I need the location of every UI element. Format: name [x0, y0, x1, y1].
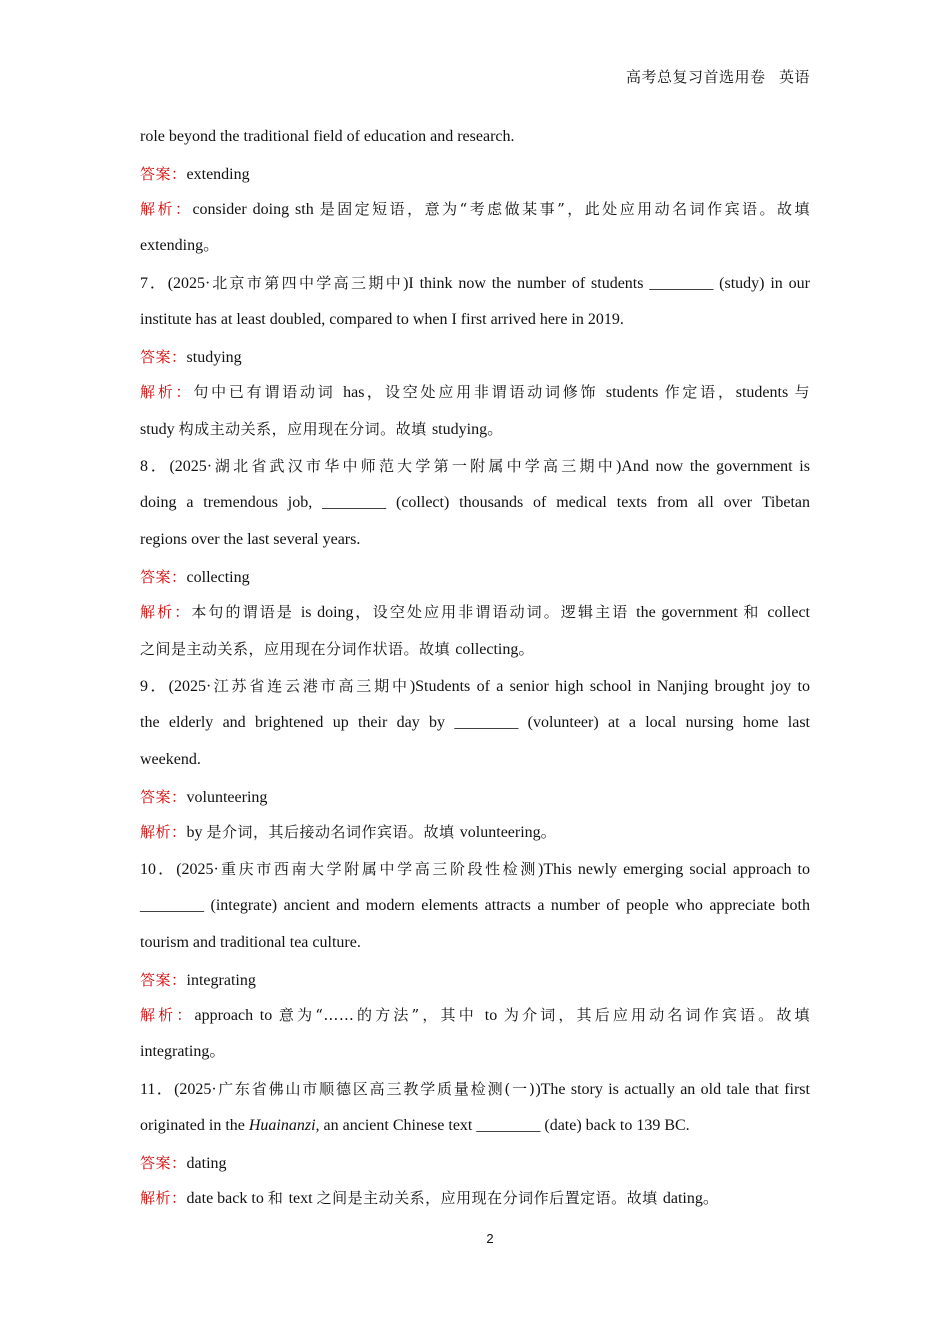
- header-subject: 英语: [778, 68, 810, 86]
- question-number: 7．(2025·: [140, 275, 211, 292]
- question-text: originated in the: [140, 1117, 249, 1134]
- question-text: ________ (integrate) ancient and modern elements attracts a number of people who appreciate both: [140, 897, 810, 914]
- question-line: [140, 451, 810, 488]
- question-line: [140, 305, 810, 342]
- answer-label: 答案：: [140, 788, 187, 806]
- analysis-label: 解析：: [140, 1189, 187, 1207]
- analysis-text: students: [605, 384, 665, 401]
- analysis-text: students: [735, 384, 795, 401]
- question-number: 11．(2025·: [140, 1081, 217, 1098]
- answer-text: integrating: [186, 972, 256, 989]
- analysis-text: date back to: [186, 1190, 268, 1207]
- analysis-text: dating。: [662, 1190, 719, 1207]
- answer-line: [140, 782, 810, 817]
- answer-label: 答案：: [140, 348, 187, 366]
- question-line: [140, 488, 810, 525]
- analysis-label: 解析：: [140, 200, 193, 218]
- analysis-text: the government: [636, 604, 744, 621]
- analysis-line: [140, 1037, 810, 1074]
- analysis-line: [140, 414, 810, 451]
- question-text: )I think now the number of students ________ (study) in our: [403, 275, 810, 292]
- answer-text: collecting: [186, 569, 250, 586]
- analysis-text: 为介词，其后应用动名词作宾语。故填: [503, 1006, 810, 1024]
- analysis-text: extending。: [140, 237, 220, 254]
- analysis-line: [140, 817, 810, 854]
- question-text: doing a tremendous job, ________ (collect) thousands of medical texts from all over Tibetan: [140, 494, 810, 511]
- book-title: Huainanzi,: [248, 1117, 320, 1134]
- question-number: 10．(2025·: [140, 861, 219, 878]
- answer-label: 答案：: [140, 568, 187, 586]
- analysis-text: to: [484, 1007, 504, 1024]
- analysis-text: 和: [267, 1189, 289, 1207]
- answer-label: 答案：: [140, 165, 187, 183]
- question-source: 湖北省武汉市华中师范大学第一附属中学高三期中: [212, 457, 616, 475]
- question-source: 重庆市西南大学附属中学高三阶段性检测: [218, 860, 539, 878]
- document-body: [140, 122, 810, 1220]
- analysis-text: 构成主动关系，应用现在分词。故填: [178, 420, 432, 438]
- question-text: regions over the last several years.: [140, 531, 361, 548]
- analysis-text: approach to: [194, 1007, 279, 1024]
- answer-text: extending: [186, 166, 250, 183]
- answer-text: dating: [186, 1155, 227, 1172]
- analysis-text: integrating。: [140, 1043, 226, 1060]
- answer-line: [140, 342, 810, 377]
- analysis-label: 解析：: [140, 383, 194, 401]
- page-number: 2: [486, 1231, 494, 1246]
- question-line: [140, 1111, 810, 1148]
- question-text: weekend.: [140, 751, 201, 768]
- analysis-text: studying。: [431, 421, 504, 438]
- question-text: institute has at least doubled, compared to when I first arrived here in 2019.: [140, 311, 624, 328]
- answer-line: [140, 159, 810, 194]
- analysis-text: text: [288, 1190, 317, 1207]
- question-line: [140, 891, 810, 928]
- analysis-line: [140, 231, 810, 268]
- analysis-text: has，: [343, 384, 385, 401]
- answer-line: [140, 562, 810, 597]
- answer-label: 答案：: [140, 971, 187, 989]
- analysis-text: 设空处应用非谓语动词修饰: [385, 383, 606, 401]
- question-number: 8．(2025·: [140, 458, 213, 475]
- question-number: 9．(2025·: [140, 678, 212, 695]
- question-line: [140, 928, 810, 965]
- answer-line: [140, 965, 810, 1000]
- page-header: [626, 66, 810, 87]
- analysis-text: volunteering。: [459, 824, 557, 841]
- question-line: [140, 268, 810, 305]
- analysis-text: collecting。: [455, 641, 535, 658]
- analysis-text: consider doing sth: [192, 201, 320, 218]
- answer-line: [140, 1148, 810, 1183]
- analysis-text: 作定语，: [664, 383, 736, 401]
- analysis-text: 和: [743, 603, 768, 621]
- analysis-text: study: [140, 421, 179, 438]
- continuation-text: role beyond the traditional field of education and research.: [140, 128, 515, 145]
- analysis-line: [140, 1183, 810, 1220]
- question-source: 广东省佛山市顺德区高三教学质量检测(一): [216, 1080, 536, 1098]
- answer-label: 答案：: [140, 1154, 187, 1172]
- question-text: )And now the government is: [615, 458, 810, 475]
- analysis-label: 解析：: [140, 603, 192, 621]
- analysis-text: 设空处应用非谓语动词。逻辑主语: [372, 603, 637, 621]
- question-line: [140, 1074, 810, 1111]
- analysis-text: is doing，: [300, 604, 373, 621]
- analysis-line: [140, 194, 810, 231]
- header-title: 高考总复习首选用卷: [625, 68, 766, 86]
- answer-text: volunteering: [186, 789, 268, 806]
- analysis-text: 之间是主动关系，应用现在分词作后置定语。故填: [316, 1189, 663, 1207]
- question-text: the elderly and brightened up their day by ________ (volunteer) at a local nursing home last: [140, 714, 810, 731]
- question-line: [140, 745, 810, 782]
- analysis-text: 句中已有谓语动词: [193, 383, 344, 401]
- analysis-line: [140, 1000, 810, 1037]
- question-line: [140, 854, 810, 891]
- analysis-text: 是介词，其后接动名词作宾语。故填: [206, 823, 460, 841]
- analysis-text: by: [186, 824, 207, 841]
- analysis-text: collect: [767, 604, 810, 621]
- analysis-line: [140, 377, 810, 414]
- question-text: )This newly emerging social approach to: [538, 861, 810, 878]
- analysis-line: [140, 597, 810, 634]
- answer-text: studying: [186, 349, 242, 366]
- question-text: )The story is actually an old tale that first: [535, 1081, 810, 1098]
- question-source: 北京市第四中学高三期中: [210, 274, 404, 292]
- analysis-text: 之间是主动关系，应用现在分词作状语。故填: [140, 640, 456, 658]
- analysis-line: [140, 634, 810, 671]
- analysis-text: 本句的谓语是: [191, 603, 301, 621]
- analysis-text: 与: [794, 383, 810, 401]
- question-text: tourism and traditional tea culture.: [140, 934, 361, 951]
- question-text: )Students of a senior high school in Nanjing brought joy to: [409, 678, 810, 695]
- analysis-label: 解析：: [140, 823, 187, 841]
- text-line: [140, 122, 810, 159]
- analysis-text: 是固定短语，意为“考虑做某事”，此处应用动名词作宾语。故填: [319, 200, 810, 218]
- question-source: 江苏省连云港市高三期中: [211, 677, 410, 695]
- analysis-label: 解析：: [140, 1006, 195, 1024]
- question-line: [140, 671, 810, 708]
- analysis-text: 意为“……的方法”，其中: [278, 1006, 485, 1024]
- question-text: an ancient Chinese text ________ (date) back to 139 BC.: [319, 1117, 690, 1134]
- question-line: [140, 525, 810, 562]
- question-line: [140, 708, 810, 745]
